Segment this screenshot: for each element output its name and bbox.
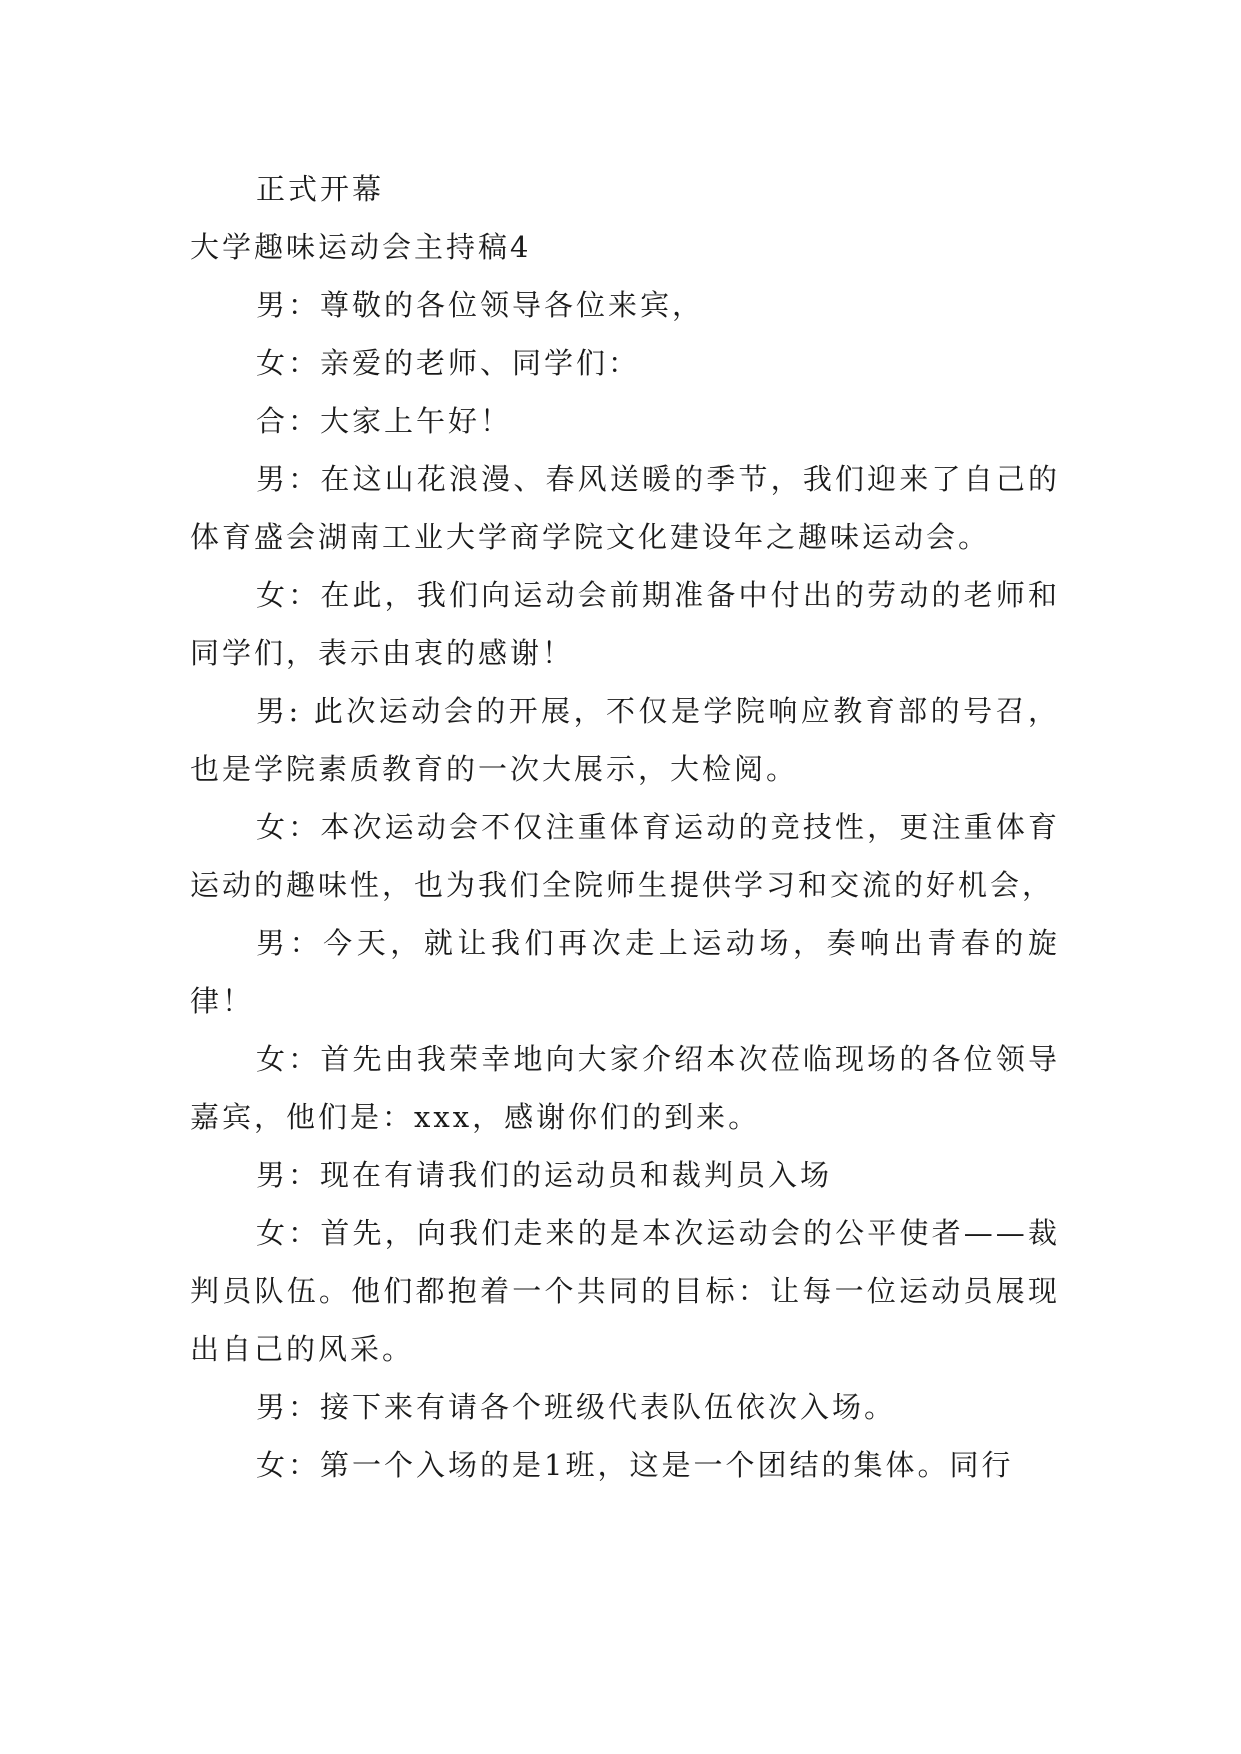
paragraph: 男：在这山花浪漫、春风送暖的季节，我们迎来了自己的体育盛会湖南工业大学商学院文化建设年之趣味运动会。 xyxy=(190,462,1060,554)
document-body xyxy=(190,160,1060,1494)
paragraph: 男：现在有请我们的运动员和裁判员入场 xyxy=(256,1158,833,1192)
paragraph-opening: 正式开幕 xyxy=(256,172,385,206)
paragraph: 女：在此，我们向运动会前期准备中付出的劳动的老师和同学们，表示由衷的感谢！ xyxy=(190,578,1060,670)
paragraph: 男：今天，就让我们再次走上运动场，奏响出青春的旋律！ xyxy=(190,926,1060,1018)
paragraph: 女：首先由我荣幸地向大家介绍本次莅临现场的各位领导嘉宾，他们是：xxx，感谢你们的到来。 xyxy=(190,1042,1060,1134)
paragraph: 女：第一个入场的是1班，这是一个团结的集体。同行 xyxy=(256,1448,1014,1482)
section-title: 大学趣味运动会主持稿4 xyxy=(190,230,532,264)
paragraph: 女：本次运动会不仅注重体育运动的竞技性，更注重体育运动的趣味性，也为我们全院师生提供学习和交流的好机会， xyxy=(190,810,1060,902)
paragraph: 男: 此次运动会的开展，不仅是学院响应教育部的号召，也是学院素质教育的一次大展示，大检阅。 xyxy=(190,694,1060,786)
paragraph: 女：亲爱的老师、同学们： xyxy=(256,346,641,380)
paragraph: 女：首先，向我们走来的是本次运动会的公平使者——裁判员队伍。他们都抱着一个共同的目标：让每一位运动员展现出自己的风采。 xyxy=(190,1216,1060,1366)
paragraph: 男：尊敬的各位领导各位来宾， xyxy=(256,288,705,322)
paragraph: 合：大家上午好！ xyxy=(256,404,513,438)
paragraph: 男：接下来有请各个班级代表队伍依次入场。 xyxy=(256,1390,897,1424)
